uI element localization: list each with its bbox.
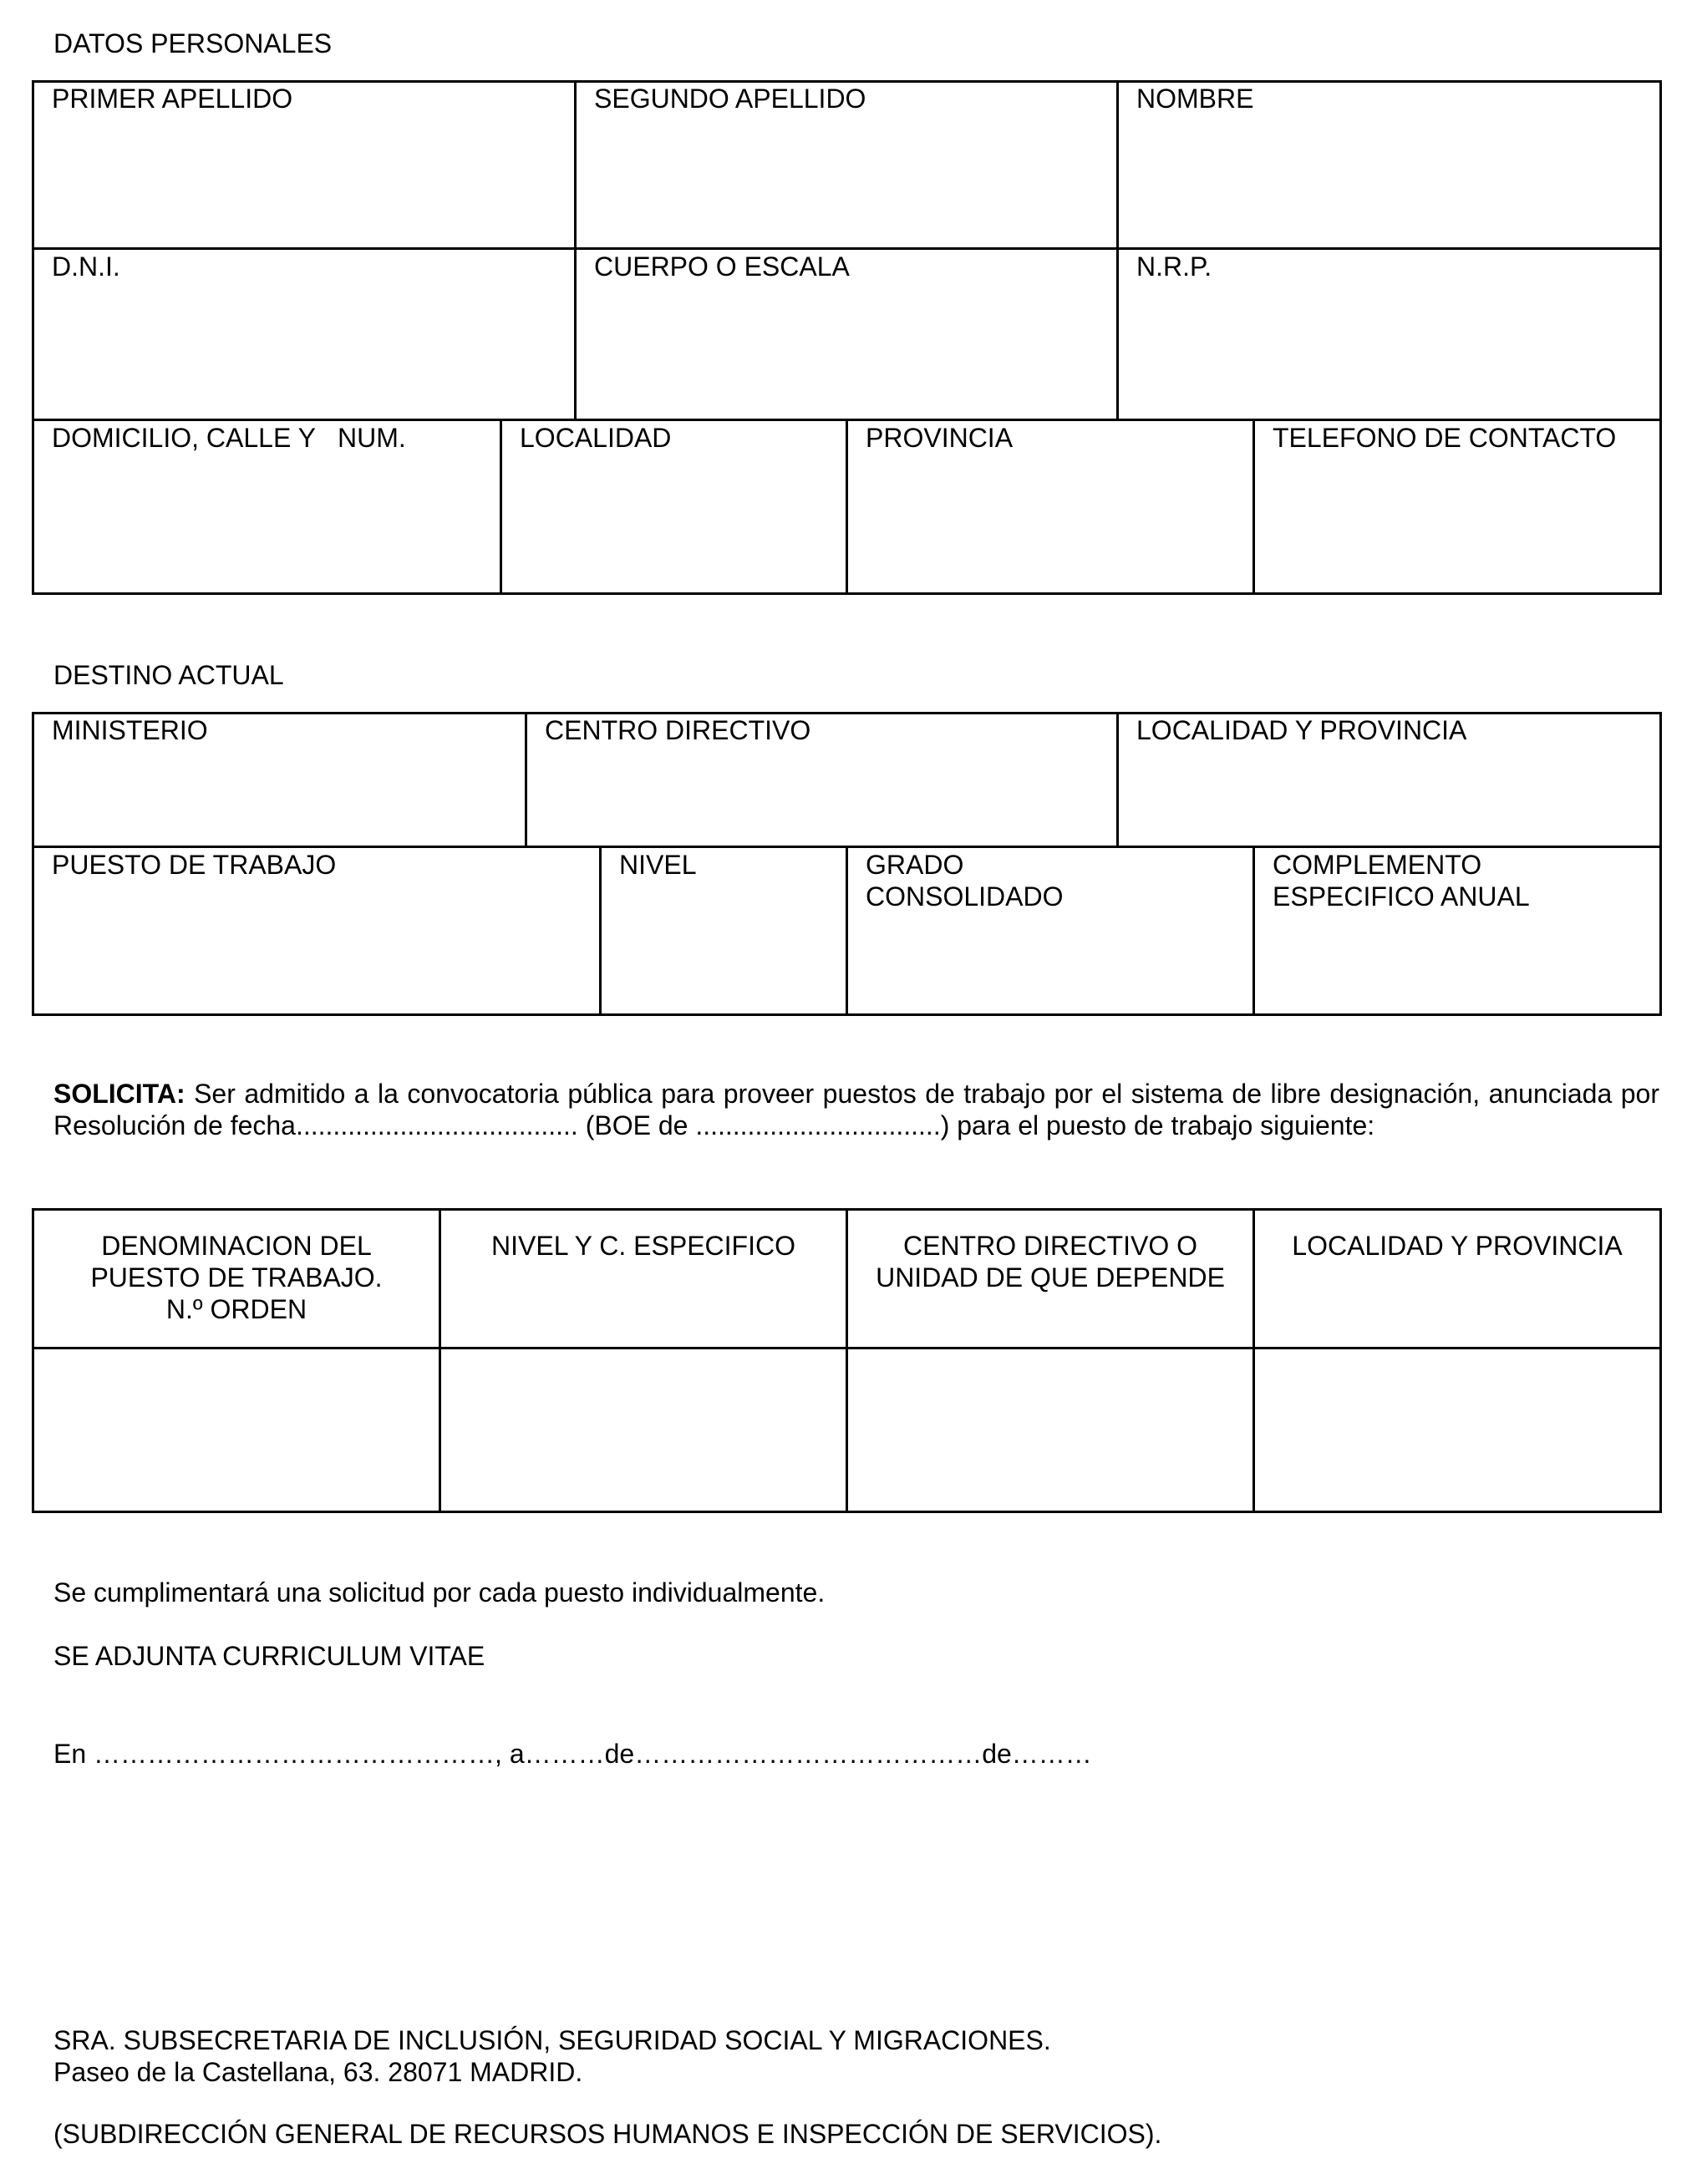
solicita-label: SOLICITA: [53,1079,185,1109]
address: Paseo de la Castellana, 63. 28071 MADRID. [53,2057,583,2087]
field-localidad-provincia[interactable]: LOCALIDAD Y PROVINCIA [1136,715,1467,745]
header-line: DENOMINACION DEL [101,1231,372,1261]
addressee: SRA. SUBSECRETARIA DE INCLUSIÓN, SEGURIDAD SOCIAL Y MIGRACIONES. [53,2025,1051,2055]
destino-actual-heading: DESTINO ACTUAL [53,660,284,690]
cell-nivel-especifico[interactable] [441,1349,846,1511]
cell-localidad-provincia[interactable] [1255,1349,1659,1511]
field-nombre[interactable]: NOMBRE [1136,84,1254,114]
header-line: NIVEL Y C. ESPECIFICO [491,1231,795,1261]
divider [1116,712,1119,846]
field-localidad[interactable]: LOCALIDAD [520,423,672,453]
date-line: En ………………………………………, a………de…………………………………de……… [53,1739,1092,1769]
note-text: Se cumplimentará una solicitud por cada puesto individualmente. [53,1577,826,1608]
field-complemento-line1[interactable]: COMPLEMENTO [1273,850,1482,880]
header-line: LOCALIDAD Y PROVINCIA [1292,1231,1623,1261]
department: (SUBDIRECCIÓN GENERAL DE RECURSOS HUMANOS E INSPECCIÓN DE SERVICIOS). [53,2119,1162,2149]
field-ministerio[interactable]: MINISTERIO [52,715,208,745]
header-centro-directivo [848,1230,1252,1293]
field-nivel[interactable]: NIVEL [619,850,697,880]
field-nrp[interactable]: N.R.P. [1136,251,1212,282]
divider [846,419,848,595]
cell-centro-directivo[interactable] [848,1349,1252,1511]
divider [574,80,577,419]
field-provincia[interactable]: PROVINCIA [866,423,1014,453]
divider [1116,80,1119,419]
field-puesto-trabajo[interactable]: PUESTO DE TRABAJO [52,850,337,880]
divider [1252,419,1255,595]
field-dni[interactable]: D.N.I. [52,251,120,282]
field-complemento-line2[interactable]: ESPECIFICO ANUAL [1273,881,1530,912]
field-telefono[interactable]: TELEFONO DE CONTACTO [1273,423,1617,453]
header-line: UNIDAD DE QUE DEPENDE [876,1262,1225,1293]
cv-text: SE ADJUNTA CURRICULUM VITAE [53,1641,485,1671]
header-line: CENTRO DIRECTIVO O [902,1231,1197,1261]
field-segundo-apellido[interactable]: SEGUNDO APELLIDO [594,84,866,114]
header-line: PUESTO DE TRABAJO. [90,1262,383,1293]
header-denominacion [34,1230,439,1325]
solicita-paragraph [53,1078,1659,1141]
field-grado-line2[interactable]: CONSOLIDADO [866,881,1064,912]
field-domicilio[interactable]: DOMICILIO, CALLE Y NUM. [52,423,406,453]
divider [500,419,502,595]
datos-personales-heading: DATOS PERSONALES [53,28,333,58]
header-localidad-provincia [1255,1230,1659,1262]
cell-denominacion[interactable] [34,1349,439,1511]
header-nivel-especifico [441,1230,846,1262]
field-grado-line1[interactable]: GRADO [866,850,964,880]
field-primer-apellido[interactable]: PRIMER APELLIDO [52,84,293,114]
field-centro-directivo[interactable]: CENTRO DIRECTIVO [545,715,811,745]
divider [846,846,848,1016]
field-cuerpo-escala[interactable]: CUERPO O ESCALA [594,251,850,282]
divider [1252,846,1255,1016]
divider [525,712,527,846]
divider [32,247,1662,250]
header-line: N.º ORDEN [165,1294,307,1324]
solicita-text: Ser admitido a la convocatoria pública para proveer puestos de trabajo por el sistema de libre designación, anunciada por Resolución de fecha...................................... (BOE de .................................) para el puesto de trabajo siguiente: [53,1079,1659,1140]
divider [599,846,602,1016]
